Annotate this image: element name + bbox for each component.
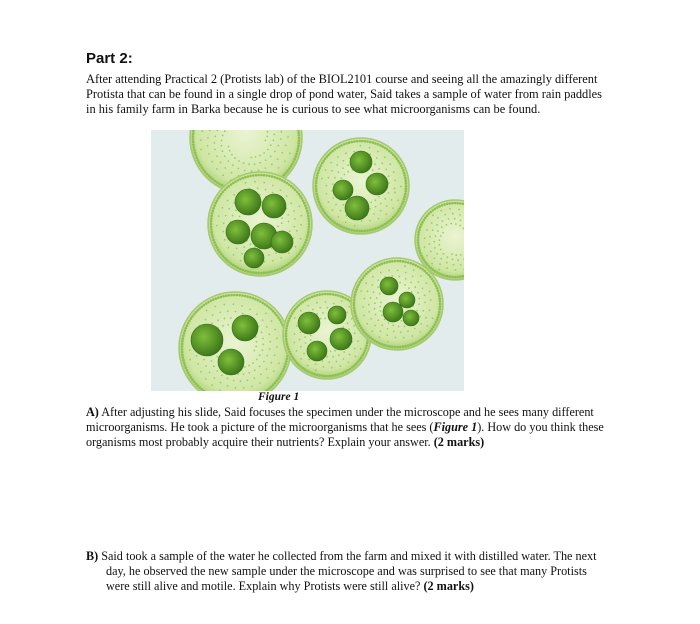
daughter-colony	[328, 306, 346, 324]
daughter-colony	[191, 324, 223, 356]
figure-reference: Figure 1	[433, 420, 478, 434]
intro-line: Protista that can be found in a single drop of pond water, Said takes a sample of water from rain paddles	[86, 87, 602, 101]
question-b-marks: (2 marks)	[423, 579, 474, 593]
question-a-text: ). How do you think these	[477, 420, 604, 434]
intro-paragraph	[86, 72, 626, 117]
question-a-marker: A)	[86, 405, 99, 419]
figure-caption: Figure 1	[258, 391, 300, 403]
daughter-colony	[244, 248, 264, 268]
question-b-marker: B)	[86, 549, 99, 563]
question-a-marks: (2 marks)	[433, 435, 485, 449]
daughter-colony	[262, 194, 286, 218]
daughter-colony	[298, 312, 320, 334]
daughter-colony	[399, 292, 415, 308]
daughter-colony	[403, 310, 419, 326]
part-title: Part 2:	[86, 50, 133, 67]
volvox-micrograph	[151, 130, 464, 391]
daughter-colony	[232, 315, 258, 341]
question-a-text: After adjusting his slide, Said focuses the specimen under the microscope and he sees many different	[101, 405, 594, 419]
daughter-colony	[383, 302, 403, 322]
volvox-figure-image	[151, 130, 464, 391]
question-a-text: microorganisms. He took a picture of the microorganisms that he sees (	[86, 420, 434, 434]
question-b-text: day, he observed the new sample under the microscope and was surprised to see that many Protists	[106, 564, 587, 578]
daughter-colony	[333, 180, 353, 200]
question-b	[86, 549, 626, 594]
daughter-colony	[330, 328, 352, 350]
daughter-colony	[350, 151, 372, 173]
daughter-colony	[345, 196, 369, 220]
daughter-colony	[235, 189, 261, 215]
daughter-colony	[366, 173, 388, 195]
intro-line: After attending Practical 2 (Protists lab) of the BIOL2101 course and seeing all the amazingly different	[86, 72, 598, 86]
daughter-colony	[307, 341, 327, 361]
question-a	[86, 405, 626, 450]
intro-line: in his family farm in Barka because he is curious to see what microorganisms can be found.	[86, 102, 541, 116]
daughter-colony	[271, 231, 293, 253]
question-b-text: Said took a sample of the water he collected from the farm and mixed it with distilled water. The next	[101, 549, 597, 563]
question-b-text: were still alive and motile. Explain why Protists were still alive?	[106, 579, 421, 593]
question-a-text: organisms most probably acquire their nutrients? Explain your answer.	[86, 435, 431, 449]
daughter-colony	[226, 220, 250, 244]
daughter-colony	[380, 277, 398, 295]
daughter-colony	[218, 349, 244, 375]
